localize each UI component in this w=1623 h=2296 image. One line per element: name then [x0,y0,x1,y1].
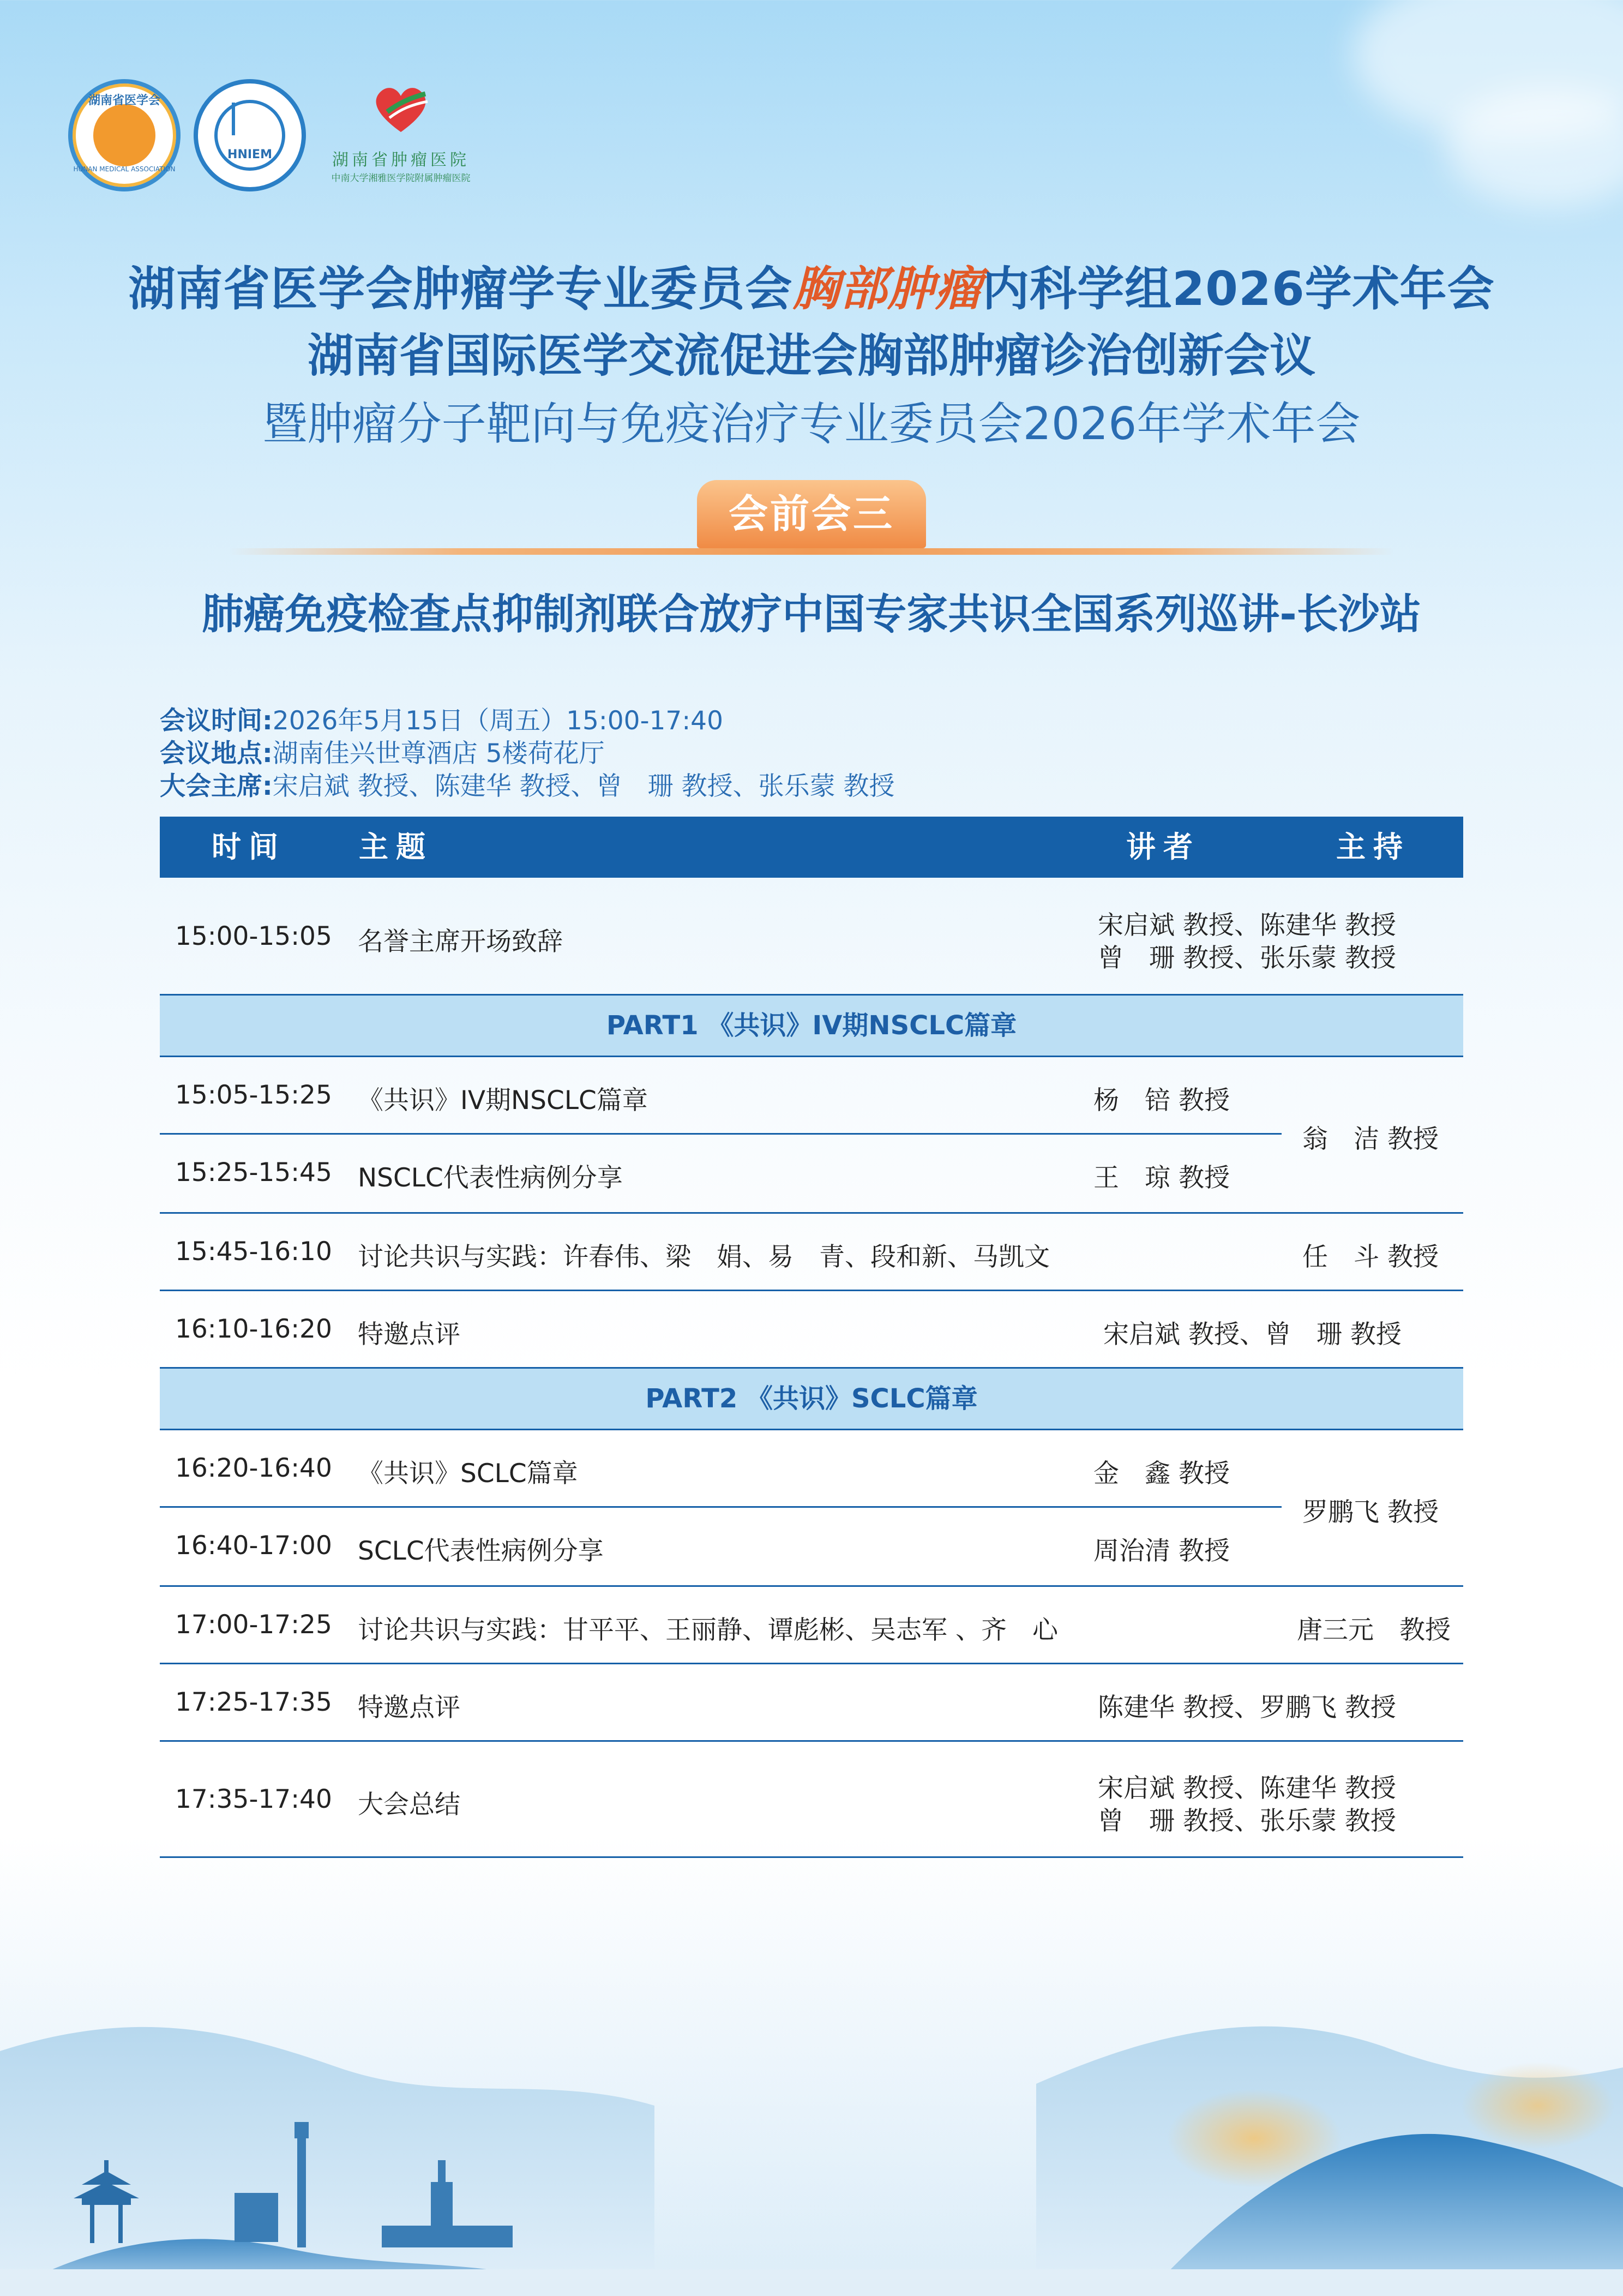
header-host: 主持 [1336,830,1410,864]
row-time: 15:00-15:05 [175,921,332,951]
row-topic: 讨论共识与实践：甘平平、王丽静、谭彪彬、吴志军 、齐 心 [358,1615,1058,1645]
info-value: 湖南佳兴世尊酒店 5楼荷花厅 [272,739,605,769]
international-exchange-association-logo [194,79,306,191]
table-row [160,1214,1463,1291]
row-topic: 讨论共识与实践：许春伟、梁 娟、易 青、段和新、马凯文 [358,1242,1050,1272]
part-header: PART2 《共识》SCLC篇章 [160,1367,1463,1430]
table-row [160,1664,1463,1742]
hunan-medical-association-logo [68,79,181,191]
row-speaker: 曾 珊 教授、张乐蒙 教授 [1098,943,1396,973]
session-subtitle: 肺癌免疫检查点抑制剂联合放疗中国专家共识全国系列巡讲-长沙站 [202,590,1421,638]
schedule-table [160,817,1463,1858]
row-time: 15:45-16:10 [175,1237,332,1267]
part-header: PART1 《共识》IV期NSCLC篇章 [160,994,1463,1057]
heart-icon [371,82,431,136]
session-badge: 会前会三 [697,480,926,548]
row-time: 16:10-16:20 [175,1314,332,1344]
row-topic: NSCLC代表性病例分享 [358,1163,623,1193]
main-title-line1 [0,251,1623,319]
info-label: 大会主席: [160,771,273,801]
row-topic: 大会总结 [358,1790,460,1820]
row-topic: 名誉主席开场致辞 [358,927,563,957]
table-row-group [160,1430,1463,1587]
title-part: 湖南省医学会肿瘤学专业委员会 [128,262,793,316]
main-title-line2: 湖南省国际医学交流促进会胸部肿瘤诊治创新会议 [307,329,1315,382]
row-host: 任 斗 教授 [1302,1242,1439,1272]
title-part: 内科学组2026学术年会 [982,262,1495,316]
header-speaker: 讲者 [1126,830,1200,864]
row-speaker: 金 鑫 教授 [1093,1459,1230,1489]
row-topic: SCLC代表性病例分享 [358,1536,604,1566]
row-time: 17:35-17:40 [175,1784,332,1814]
row-host: 翁 洁 教授 [1302,1124,1439,1154]
header-topic: 主题 [359,830,433,864]
row-time: 16:40-17:00 [175,1531,332,1561]
row-speaker: 陈建华 教授、罗鹏飞 教授 [1098,1693,1396,1723]
meeting-place [160,733,605,770]
meeting-time [160,700,723,737]
row-time: 17:00-17:25 [175,1610,332,1640]
row-topic: 《共识》IV期NSCLC篇章 [358,1086,648,1116]
logo-bar [68,76,483,196]
logo-text-en: HUNAN MEDICAL ASSOCIATION [73,165,176,173]
row-time: 15:25-15:45 [175,1158,332,1188]
badge-underline [229,548,1394,555]
table-row [160,1742,1463,1858]
row-speaker: 曾 珊 教授、张乐蒙 教授 [1098,1806,1396,1836]
row-time: 15:05-15:25 [175,1080,332,1110]
row-host: 唐三元 教授 [1297,1615,1451,1645]
landscape-illustration [0,1942,1623,2296]
info-value: 2026年5月15日（周五）15:00-17:40 [272,706,723,736]
row-speaker: 宋启斌 教授、陈建华 教授 [1098,910,1396,940]
row-time: 17:25-17:35 [175,1687,332,1717]
info-label: 会议地点: [160,739,273,769]
main-title-line3: 暨肿瘤分子靶向与免疫治疗专业委员会2026年学术年会 [262,398,1361,450]
info-value: 宋启斌 教授、陈建华 教授、曾 珊 教授、张乐蒙 教授 [272,771,895,801]
row-speaker: 宋启斌 教授、陈建华 教授 [1098,1773,1396,1803]
table-row [160,1587,1463,1664]
table-header [160,817,1463,878]
table-row [160,1291,1463,1369]
row-topic: 《共识》SCLC篇章 [358,1459,578,1489]
row-time: 16:20-16:40 [175,1453,332,1483]
info-label: 会议时间: [160,706,273,736]
row-speaker: 周治清 教授 [1093,1536,1230,1566]
row-speaker: 宋启斌 教授、曾 珊 教授 [1103,1320,1402,1350]
row-divider [160,1133,1282,1135]
logo-text: HNIEM [227,148,272,161]
row-speaker: 王 琼 教授 [1093,1163,1230,1193]
table-row-group [160,1057,1463,1214]
row-topic: 特邀点评 [358,1320,460,1350]
title-highlight: 胸部肿瘤 [792,261,983,316]
header-time: 时间 [212,830,286,864]
row-speaker: 杨 锫 教授 [1093,1086,1230,1116]
hospital-subtitle: 中南大学湘雅医学院附属肿瘤医院 [331,173,471,184]
hunan-cancer-hospital-logo [319,76,483,196]
row-topic: 特邀点评 [358,1693,460,1723]
table-row [160,878,1463,996]
logo-text: 湖南省医学会 [88,94,160,107]
hospital-name: 湖南省肿瘤医院 [332,151,470,170]
row-divider [160,1506,1282,1508]
meeting-chairs [160,766,895,802]
row-host: 罗鹏飞 教授 [1302,1497,1439,1527]
